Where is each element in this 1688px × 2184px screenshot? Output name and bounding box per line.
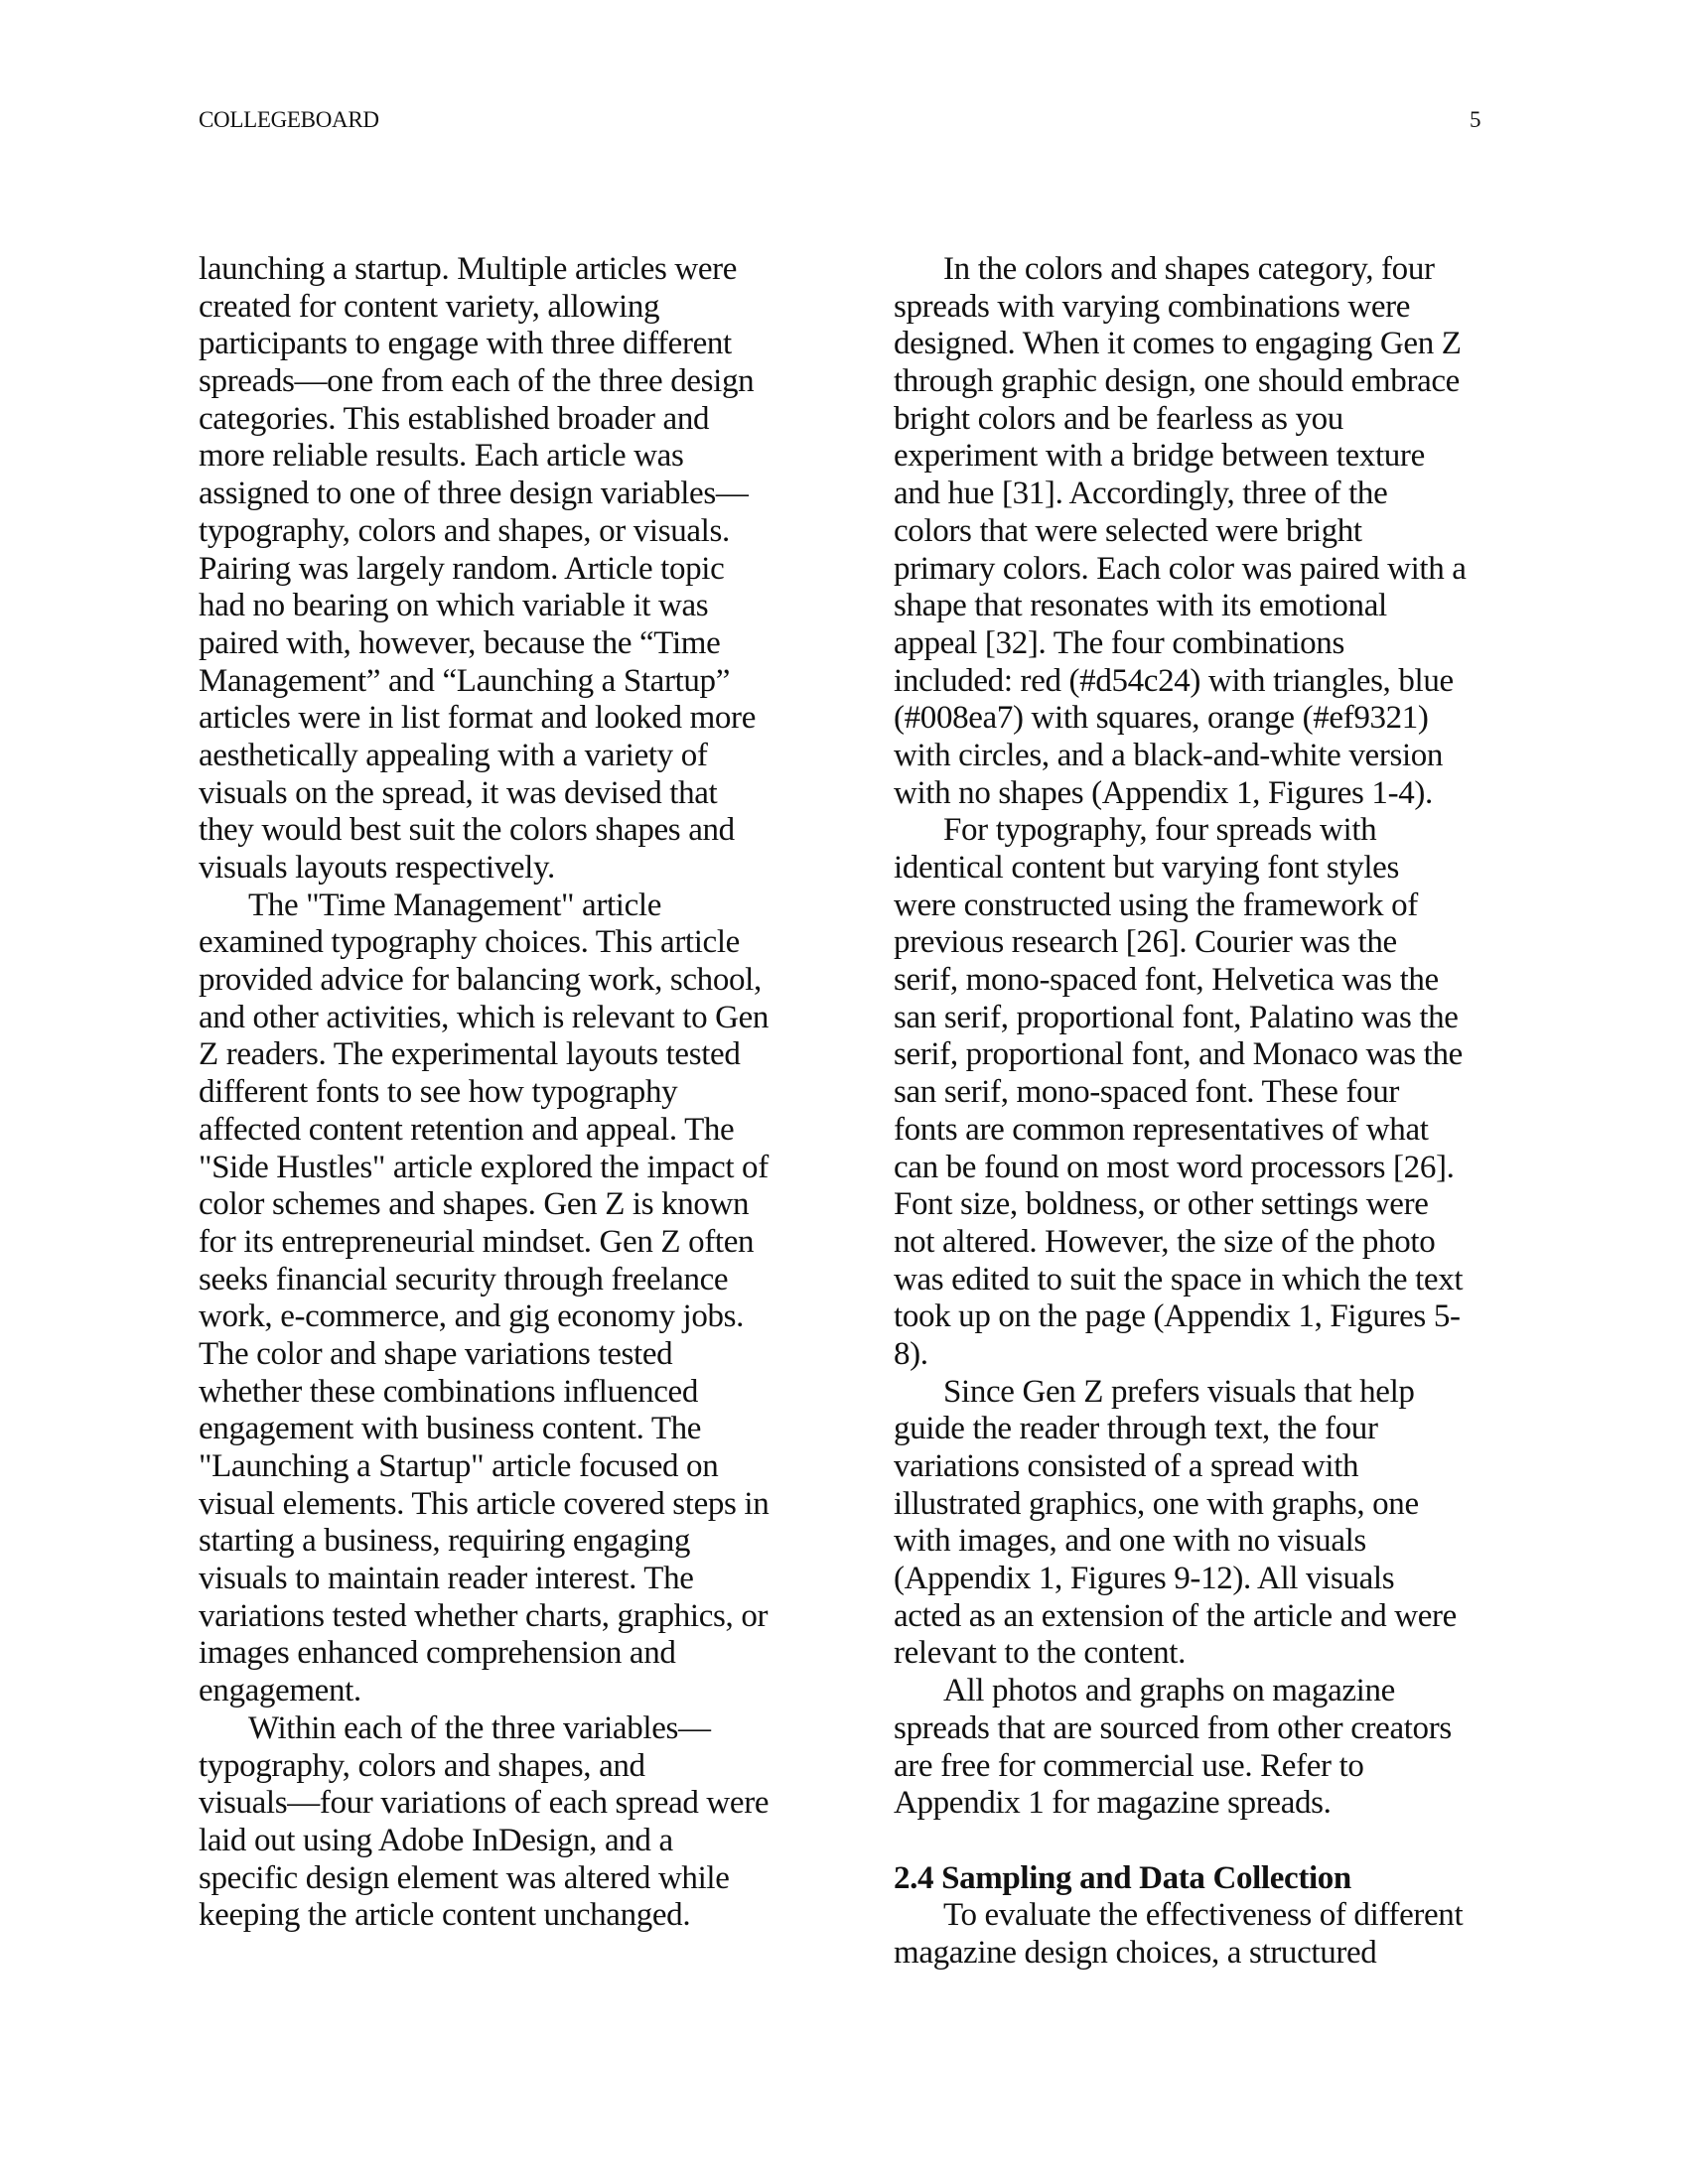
text-line: was edited to suit the space in which the text [894, 1261, 1464, 1297]
text-line: Font size, boldness, or other settings were [894, 1186, 1429, 1223]
text-line: included: red (#d54c24) with triangles, blue [894, 662, 1454, 699]
text-line: san serif, proportional font, Palatino was the [894, 999, 1459, 1035]
text-line: variations tested whether charts, graphics, or [199, 1597, 769, 1634]
text-line: with images, and one with no visuals [894, 1523, 1366, 1560]
text-line: Pairing was largely random. Article topic [199, 550, 725, 587]
text-line: The "Time Management" article [248, 887, 662, 923]
text-line: not altered. However, the size of the photo [894, 1223, 1436, 1260]
text-line: colors that were selected were bright [894, 512, 1362, 549]
text-line: typography, colors and shapes, and [199, 1747, 645, 1784]
text-line: visuals—four variations of each spread were [199, 1785, 770, 1822]
text-line: work, e-commerce, and gig economy jobs. [199, 1298, 745, 1335]
text-line: guide the reader through text, the four [894, 1411, 1378, 1447]
text-line: 8). [894, 1335, 928, 1372]
paragraph [894, 1673, 1529, 1823]
text-line: more reliable results. Each article was [199, 438, 684, 475]
text-line: aesthetically appealing with a variety of [199, 737, 708, 773]
paragraph [199, 1710, 834, 1935]
text-line: (#008ea7) with squares, orange (#ef9321) [894, 700, 1429, 737]
text-line: visuals layouts respectively. [199, 850, 555, 886]
text-line: visual elements. This article covered steps in [199, 1485, 770, 1522]
text-line: took up on the page (Appendix 1, Figures 5- [894, 1298, 1461, 1335]
text-line: had no bearing on which variable it was [199, 588, 709, 624]
text-line: for its entrepreneurial mindset. Gen Z often [199, 1223, 755, 1260]
text-line: seeks financial security through freelance [199, 1261, 729, 1297]
text-line: engagement with business content. The [199, 1411, 702, 1447]
text-line: engagement. [199, 1673, 361, 1709]
text-line: serif, mono-spaced font, Helvetica was the [894, 962, 1439, 999]
paragraph [894, 1374, 1529, 1674]
heading-text: 2.4 Sampling and Data Collection [894, 1859, 1351, 1896]
text-line: with circles, and a black-and-white version [894, 737, 1444, 773]
text-line: experiment with a bridge between texture [894, 438, 1425, 475]
paragraph [894, 812, 1529, 1373]
paragraph [199, 887, 834, 1710]
text-line: are free for commercial use. Refer to [894, 1747, 1364, 1784]
text-line: participants to engage with three different [199, 326, 732, 362]
page-number: 5 [1470, 107, 1481, 132]
right-column [894, 251, 1529, 1973]
text-line: "Launching a Startup" article focused on [199, 1448, 719, 1484]
text-line: and other activities, which is relevant to Gen [199, 999, 770, 1035]
text-line: can be found on most word processors [26]. [894, 1149, 1455, 1185]
text-line: with no shapes (Appendix 1, Figures 1-4). [894, 774, 1433, 811]
text-line: In the colors and shapes category, four [943, 251, 1435, 287]
text-line: articles were in list format and looked more [199, 700, 756, 737]
text-line: typography, colors and shapes, or visuals. [199, 512, 730, 549]
section-heading [894, 1860, 1529, 1898]
text-line: paired with, however, because the “Time [199, 624, 721, 661]
text-line: san serif, mono-spaced font. These four [894, 1074, 1400, 1111]
paragraph [199, 251, 834, 887]
text-line: spreads that are sourced from other creators [894, 1709, 1452, 1746]
text-line: launching a startup. Multiple articles were [199, 251, 738, 287]
text-line: starting a business, requiring engaging [199, 1523, 690, 1560]
text-line: shape that resonates with its emotional [894, 588, 1387, 624]
text-line: visuals on the spread, it was devised that [199, 774, 718, 811]
text-line: laid out using Adobe InDesign, and a [199, 1822, 673, 1858]
text-line: previous research [26]. Courier was the [894, 924, 1397, 961]
text-line: keeping the article content unchanged. [199, 1897, 691, 1934]
text-line: examined typography choices. This article [199, 924, 740, 961]
blank-line [894, 1823, 1529, 1860]
text-line: (Appendix 1, Figures 9-12). All visuals [894, 1561, 1395, 1597]
text-line: spreads with varying combinations were [894, 288, 1411, 325]
text-line: created for content variety, allowing [199, 288, 660, 325]
left-column [199, 251, 834, 1935]
text-line: designed. When it comes to engaging Gen Z [894, 326, 1462, 362]
text-line: Management” and “Launching a Startup” [199, 662, 730, 699]
text-line: Since Gen Z prefers visuals that help [943, 1373, 1415, 1410]
text-line: affected content retention and appeal. The [199, 1111, 735, 1148]
text-line: Within each of the three variables— [248, 1709, 711, 1746]
text-line: fonts are common representatives of what [894, 1111, 1429, 1148]
paragraph [894, 251, 1529, 812]
text-line: were constructed using the framework of [894, 887, 1418, 923]
text-line: they would best suit the colors shapes and [199, 812, 735, 849]
text-line: All photos and graphs on magazine [943, 1673, 1395, 1709]
text-line: images enhanced comprehension and [199, 1635, 676, 1672]
text-line: different fonts to see how typography [199, 1074, 678, 1111]
paragraph [894, 1897, 1529, 1972]
text-line: color schemes and shapes. Gen Z is known [199, 1186, 750, 1223]
text-line: illustrated graphics, one with graphs, one [894, 1485, 1419, 1522]
text-line: assigned to one of three design variables— [199, 476, 749, 512]
text-line: magazine design choices, a structured [894, 1934, 1377, 1971]
text-line: spreads—one from each of the three design [199, 363, 755, 400]
text-line: To evaluate the effectiveness of different [943, 1897, 1464, 1934]
text-line: acted as an extension of the article and were [894, 1597, 1457, 1634]
text-line: Z readers. The experimental layouts tested [199, 1036, 741, 1073]
text-line: through graphic design, one should embrace [894, 363, 1460, 400]
text-line: For typography, four spreads with [943, 812, 1377, 849]
text-line: relevant to the content. [894, 1635, 1186, 1672]
text-line: provided advice for balancing work, school, [199, 962, 762, 999]
text-line: variations consisted of a spread with [894, 1448, 1359, 1484]
text-line: Appendix 1 for magazine spreads. [894, 1785, 1332, 1822]
running-head: COLLEGEBOARD [199, 107, 379, 132]
text-line: serif, proportional font, and Monaco was the [894, 1036, 1463, 1073]
text-line: visuals to maintain reader interest. The [199, 1561, 694, 1597]
text-line: and hue [31]. Accordingly, three of the [894, 476, 1388, 512]
text-line: appeal [32]. The four combinations [894, 624, 1344, 661]
text-line: categories. This established broader and [199, 400, 710, 437]
text-line: whether these combinations influenced [199, 1373, 698, 1410]
text-line: bright colors and be fearless as you [894, 400, 1343, 437]
text-line: primary colors. Each color was paired with a [894, 550, 1467, 587]
text-line: identical content but varying font styles [894, 850, 1399, 886]
text-line: The color and shape variations tested [199, 1335, 673, 1372]
text-line: "Side Hustles" article explored the impact of [199, 1149, 769, 1185]
text-line: specific design element was altered while [199, 1859, 730, 1896]
